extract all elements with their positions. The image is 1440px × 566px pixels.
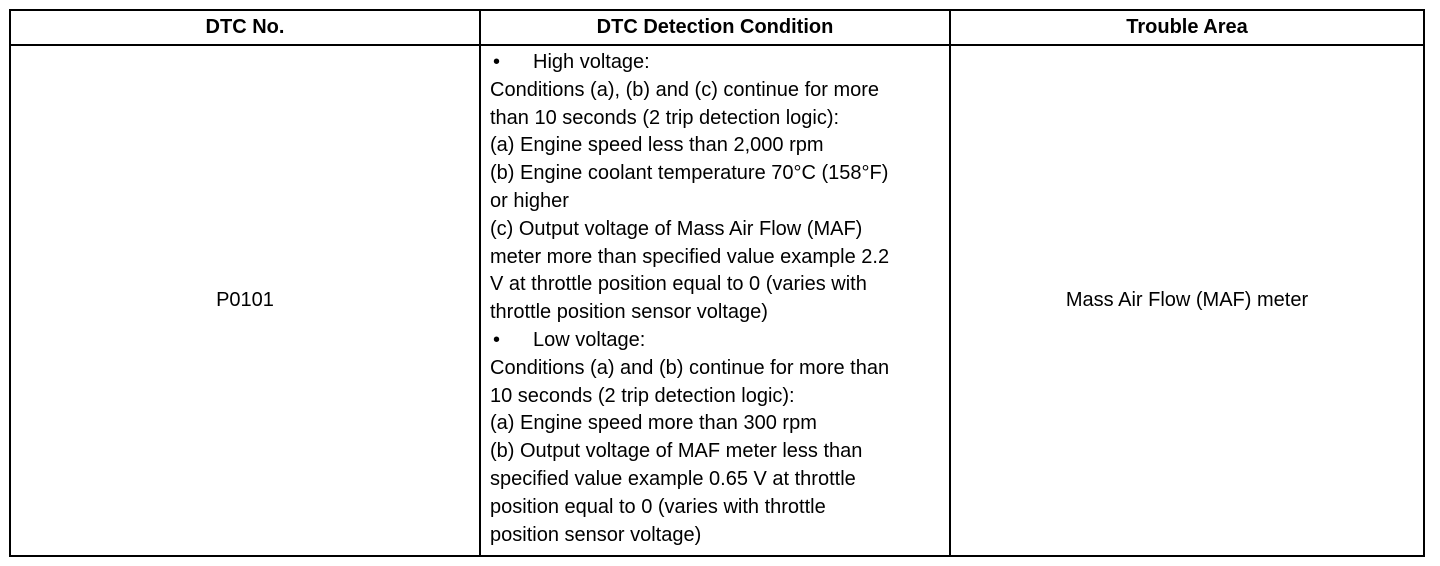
condition-text: position equal to 0 (varies with throttle xyxy=(490,495,826,518)
condition-text: Conditions (a), (b) and (c) continue for more xyxy=(490,78,880,101)
condition-bullet-line xyxy=(490,327,941,355)
condition-text: (a) Engine speed less than 2,000 rpm xyxy=(490,134,824,157)
condition-text: meter more than specified value example 2.2 xyxy=(490,245,890,268)
condition-text: V at throttle position equal to 0 (varies with xyxy=(490,273,867,296)
header-dtc-no: DTC No. xyxy=(10,10,480,45)
condition-text: Conditions (a) and (b) continue for more than xyxy=(490,356,890,379)
bullet-icon: • xyxy=(493,328,501,351)
dtc-table xyxy=(9,9,1425,557)
condition-text: (b) Output voltage of MAF meter less than xyxy=(490,440,863,463)
detection-condition-cell xyxy=(480,45,950,556)
condition-line xyxy=(490,160,941,188)
condition-line xyxy=(490,355,941,383)
condition-text: position sensor voltage) xyxy=(490,523,702,546)
condition-line xyxy=(490,244,941,272)
condition-text: throttle position sensor voltage) xyxy=(490,301,768,324)
condition-text: High voltage: xyxy=(533,51,650,73)
condition-line xyxy=(490,299,941,327)
bullet-icon: • xyxy=(493,51,501,73)
condition-line xyxy=(490,105,941,133)
header-trouble-area: Trouble Area xyxy=(950,10,1424,45)
condition-text: than 10 seconds (2 trip detection logic): xyxy=(490,106,840,129)
table-header xyxy=(10,10,1424,45)
header-row xyxy=(10,10,1424,45)
condition-bullet-line xyxy=(490,49,941,77)
trouble-area-cell: Mass Air Flow (MAF) meter xyxy=(950,45,1424,556)
condition-text: (c) Output voltage of Mass Air Flow (MAF) xyxy=(490,217,863,240)
condition-line xyxy=(490,383,941,411)
condition-line xyxy=(490,410,941,438)
condition-line xyxy=(490,216,941,244)
condition-line xyxy=(490,494,941,522)
header-detection-condition: DTC Detection Condition xyxy=(480,10,950,45)
condition-text: specified value example 0.65 V at throttle xyxy=(490,467,856,490)
dtc-number-cell: P0101 xyxy=(10,45,480,556)
condition-line xyxy=(490,438,941,466)
condition-line xyxy=(490,77,941,105)
condition-line xyxy=(490,188,941,216)
table-body xyxy=(10,45,1424,556)
condition-line xyxy=(490,271,941,299)
condition-text: Low voltage: xyxy=(533,328,646,351)
condition-text: or higher xyxy=(490,189,569,212)
condition-line xyxy=(490,522,941,550)
condition-text: (b) Engine coolant temperature 70°C (158°F) xyxy=(490,162,889,185)
table-row xyxy=(10,45,1424,556)
condition-line xyxy=(490,466,941,494)
condition-text: 10 seconds (2 trip detection logic): xyxy=(490,384,795,407)
condition-line xyxy=(490,132,941,160)
condition-text: (a) Engine speed more than 300 rpm xyxy=(490,412,817,435)
